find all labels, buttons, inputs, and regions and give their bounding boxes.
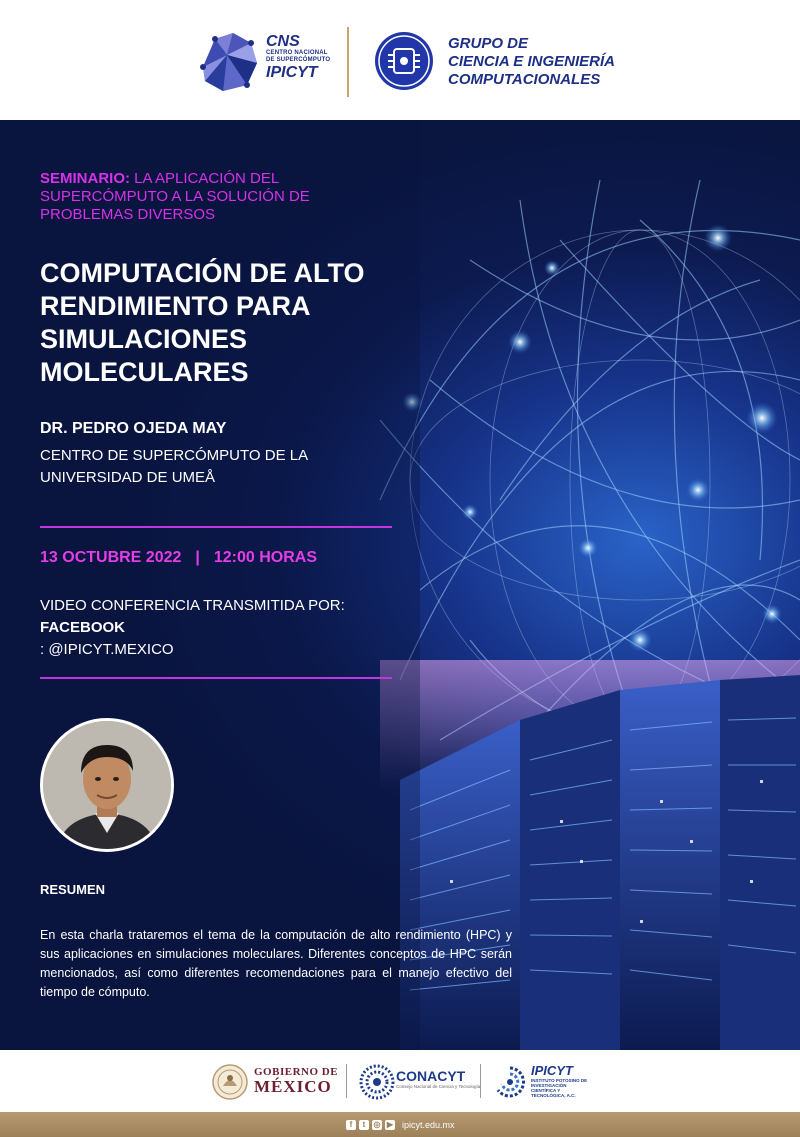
- cns-wordmark: [266, 34, 330, 81]
- summary-text: En esta charla trataremos el tema de la computación de alto rendimiento (HPC) y sus aplicaciones en simulaciones moleculares. Diferentes conceptos de HPC serán mencionados, así como diferentes recomendaciones para el manejo efectivo del tiempo de cómputo.: [40, 928, 512, 999]
- seminar-label: SEMINARIO:: [40, 170, 130, 187]
- group-line-3: COMPUTACIONALES: [448, 71, 601, 88]
- header: [0, 0, 800, 120]
- cns-logo: [193, 27, 263, 97]
- datetime-separator: |: [195, 549, 200, 566]
- conacyt-icon: [359, 1064, 395, 1100]
- footer-divider-1: [346, 1064, 347, 1098]
- facebook-label: FACEBOOK: [40, 619, 126, 636]
- ipicyt-subtitle: INSTITUTO POTOSINO DE INVESTIGACIÓN CIENTÍFICA Y TECNOLÓGICA, A.C.: [531, 1078, 588, 1098]
- gobierno-line-1: GOBIERNO DE: [254, 1066, 339, 1078]
- conacyt-subtitle: Consejo Nacional de Ciencia y Tecnología: [396, 1084, 481, 1089]
- cns-acronym: CNS: [266, 33, 300, 50]
- circuit-brain-icon: [374, 31, 434, 91]
- speaker-affiliation: [40, 445, 380, 489]
- affiliation-line-1: CENTRO DE SUPERCÓMPUTO DE LA: [40, 447, 309, 464]
- divider-top: [40, 526, 392, 528]
- footer-logos: [0, 1050, 800, 1112]
- speaker-name: DR. PEDRO OJEDA MAY: [40, 420, 227, 437]
- summary-heading: RESUMEN: [40, 882, 106, 897]
- group-line-2: CIENCIA E INGENIERÍA: [448, 53, 615, 70]
- event-time: 12:00 HORAS: [213, 549, 318, 566]
- broadcast-channel: [40, 617, 345, 661]
- speaker-portrait: [43, 721, 171, 849]
- broadcast-info: [40, 595, 345, 661]
- title-line-3: SIMULACIONES: [40, 324, 248, 354]
- event-datetime: [40, 549, 317, 567]
- ipicyt-wordmark: IPICYT: [531, 1063, 573, 1078]
- group-line-1: GRUPO DE: [448, 35, 529, 52]
- website-link[interactable]: ipicyt.edu.mx: [402, 1119, 455, 1130]
- cns-name-2: DE SUPERCÓMPUTO: [266, 57, 331, 63]
- group-name: [448, 35, 615, 89]
- title-line-1: COMPUTACIÓN DE ALTO: [40, 258, 365, 288]
- facebook-handle[interactable]: : @IPICYT.MEXICO: [40, 641, 174, 658]
- footer-bar: [0, 1112, 800, 1137]
- seminar-series: [40, 170, 380, 224]
- ipicyt-icon: [492, 1064, 528, 1100]
- gobierno-line-2: MÉXICO: [254, 1077, 332, 1096]
- event-date: 13 OCTUBRE 2022: [40, 549, 182, 566]
- cns-ipicyt: IPICYT: [266, 64, 318, 81]
- footer-divider-2: [480, 1064, 481, 1098]
- broadcast-label: VIDEO CONFERENCIA TRANSMITIDA POR:: [40, 597, 345, 614]
- cns-name-1: CENTRO NACIONAL: [266, 50, 328, 56]
- seminar-text: LA APLICACIÓN DEL SUPERCÓMPUTO A LA SOLUCIÓN DE PROBLEMAS DIVERSOS: [40, 170, 310, 223]
- title-line-4: MOLECULARES: [40, 357, 249, 387]
- mexico-seal-icon: [212, 1064, 248, 1100]
- facebook-icon[interactable]: f: [346, 1120, 356, 1130]
- header-divider: [347, 27, 349, 97]
- speaker-photo: [40, 718, 174, 852]
- conacyt-wordmark: CONACYT: [396, 1068, 466, 1084]
- gobierno-mexico-logo: [254, 1066, 338, 1096]
- youtube-icon[interactable]: ▶: [386, 1119, 394, 1129]
- divider-bottom: [40, 677, 392, 679]
- twitter-icon[interactable]: t: [359, 1120, 369, 1130]
- title-line-2: RENDIMIENTO PARA: [40, 291, 311, 321]
- instagram-icon[interactable]: ◎: [373, 1119, 381, 1129]
- affiliation-line-2: UNIVERSIDAD DE UMEÅ: [40, 469, 216, 486]
- hero-banner: [0, 120, 800, 1050]
- talk-title: [40, 257, 410, 389]
- social-links: [346, 1118, 455, 1131]
